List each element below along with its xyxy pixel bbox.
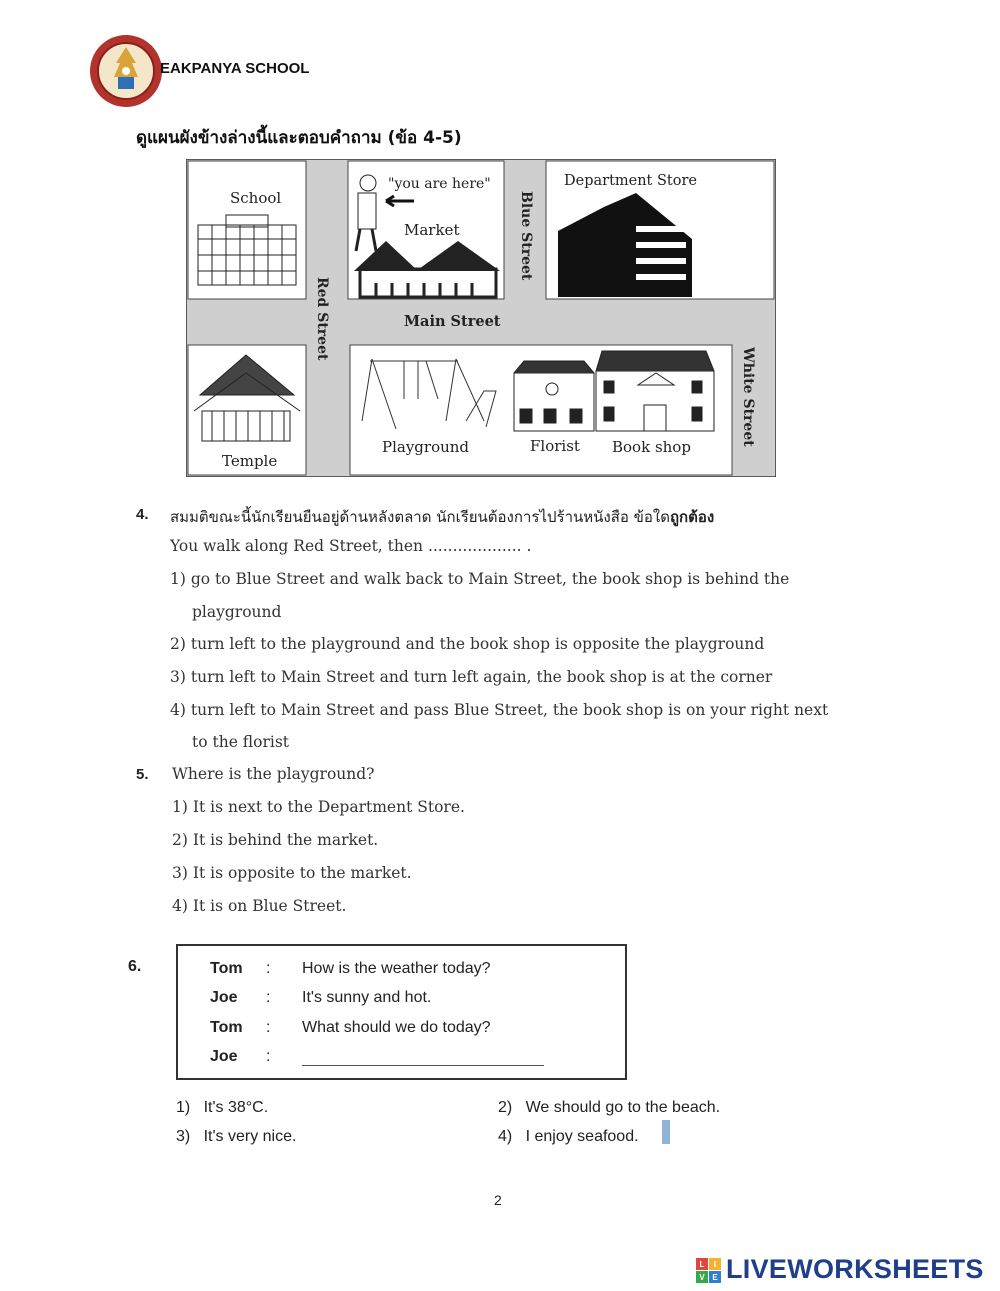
icon-letter-i: I	[713, 1260, 717, 1269]
question-4-thai-prompt: สมมติขณะนี้นักเรียนยืนอยู่ด้านหลังตลาด นักเรียนต้องการไปร้านหนังสือ ข้อใดถูกต้อง	[170, 508, 715, 526]
red-street-label: Red Street	[314, 277, 330, 361]
q6-option-1[interactable]: 1) It's 38°C.	[176, 1099, 269, 1116]
school-logo	[88, 33, 164, 109]
school-name: EAKPANYA SCHOOL	[160, 60, 310, 77]
market-label: Market	[404, 221, 460, 239]
q6-option-4[interactable]: 4) I enjoy seafood.	[498, 1128, 639, 1145]
blue-street-label: Blue Street	[518, 191, 534, 281]
question-6-number: 6.	[128, 958, 142, 975]
dialogue-box	[176, 944, 627, 1080]
florist-label: Florist	[530, 437, 580, 455]
q5-option-1[interactable]: 1) It is next to the Department Store.	[172, 798, 465, 816]
q5-option-4[interactable]: 4) It is on Blue Street.	[172, 897, 347, 915]
liveworksheets-logo	[696, 1256, 996, 1286]
question-4-number: 4.	[136, 506, 149, 523]
liveworksheets-icon	[696, 1258, 722, 1284]
dialogue-line-2: Joe : It's sunny and hot.	[210, 989, 432, 1006]
q4-option-4[interactable]: 4) turn left to Main Street and pass Blue Street, the book shop is on your right next	[170, 701, 829, 719]
white-street-label: White Street	[740, 347, 756, 447]
q4-option-2[interactable]: 2) turn left to the playground and the book shop is opposite the playground	[170, 635, 765, 653]
liveworksheets-text: LIVEWORKSHEETS	[726, 1254, 984, 1284]
playground-label: Playground	[382, 438, 470, 456]
q4-option-1[interactable]: 1) go to Blue Street and walk back to Main Street, the book shop is behind the	[170, 570, 790, 588]
you-are-here-label: "you are here"	[388, 176, 491, 192]
department-store-label: Department Store	[564, 173, 697, 189]
q6-option-2[interactable]: 2) We should go to the beach.	[498, 1099, 721, 1116]
school-label: School	[230, 189, 282, 207]
icon-letter-e: E	[712, 1273, 718, 1282]
question-5-stem: Where is the playground?	[172, 765, 375, 783]
icon-letter-l: L	[699, 1260, 705, 1269]
dialogue-line-3: Tom : What should we do today?	[210, 1019, 491, 1036]
page-number: 2	[494, 1192, 502, 1208]
answer-cursor[interactable]	[662, 1120, 670, 1144]
q6-option-3[interactable]: 3) It's very nice.	[176, 1128, 297, 1145]
question-4-stem: You walk along Red Street, then ................... .	[170, 537, 532, 555]
q4-option-3[interactable]: 3) turn left to Main Street and turn left again, the book shop is at the corner	[170, 668, 773, 686]
section-heading: ดูแผนผังข้างล่างนี้และตอบคำถาม (ข้อ 4-5)	[136, 128, 462, 148]
dialogue-line-4: Joe :	[210, 1048, 544, 1066]
q5-option-2[interactable]: 2) It is behind the market.	[172, 831, 379, 849]
q4-option-1-continued: playground	[192, 603, 282, 621]
dialogue-line-1: Tom : How is the weather today?	[210, 960, 491, 977]
town-map	[186, 159, 776, 477]
answer-blank	[302, 1051, 544, 1066]
q5-option-3[interactable]: 3) It is opposite to the market.	[172, 864, 412, 882]
icon-letter-v: V	[699, 1273, 705, 1282]
main-street-label: Main Street	[404, 313, 501, 330]
question-5-number: 5.	[136, 766, 149, 783]
book-shop-label: Book shop	[612, 438, 691, 456]
temple-label: Temple	[222, 452, 278, 470]
q4-option-4-continued: to the florist	[192, 733, 290, 751]
